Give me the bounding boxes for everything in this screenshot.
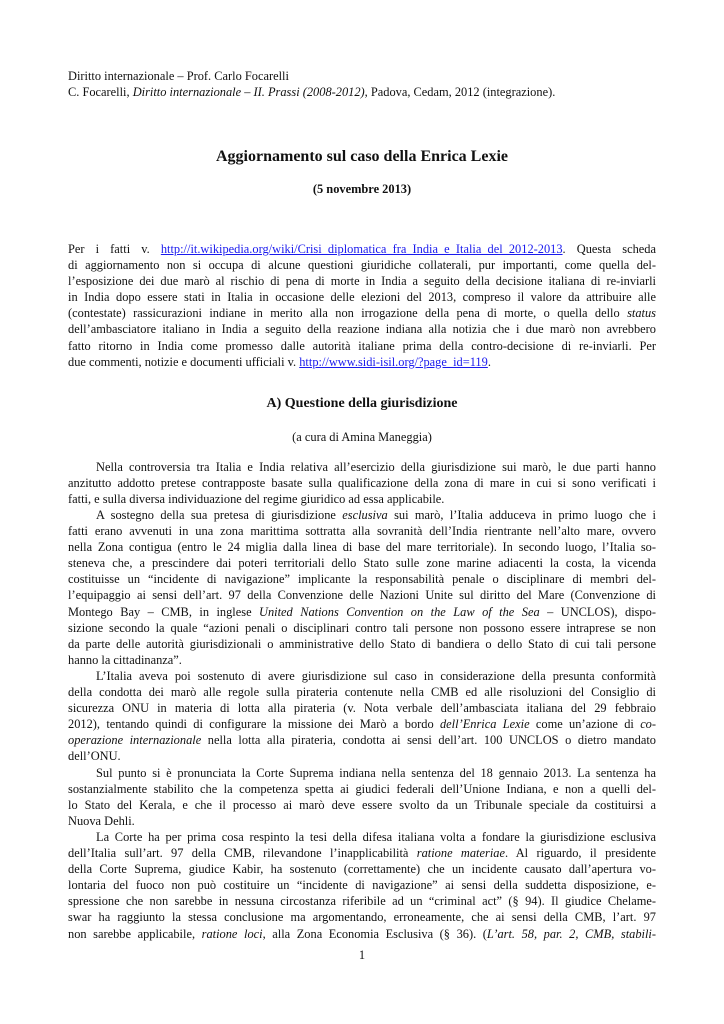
intro-paragraph <box>68 241 656 370</box>
text-line: due commenti, notizie e documenti ufficiali v. http://www.sidi-isil.org/?page_id=119. <box>68 354 491 369</box>
paragraph-2 <box>68 507 656 668</box>
text-line: dell’Italia sull’art. 97 della CMB, rilevandone l’inapplicabilità ratione materiae. Al riguardo, il presidente <box>68 846 656 861</box>
text-line: nella Zona contigua (entro le 24 miglia dalla linea di base del mare territoriale). In secondo luogo, l’Italia so- <box>68 540 656 555</box>
wikipedia-link[interactable]: http://it.wikipedia.org/wiki/Crisi_diplomatica_fra_India_e_Italia_del_2012-2013 <box>160 242 563 256</box>
reference-line <box>68 84 555 100</box>
text-line: lo Stato del Kerala, e che il processo ai marò deve essere svolto da un Tribunale speciale da costituirsi a <box>68 798 656 813</box>
section-title: A) Questione della giurisdizione <box>266 396 458 411</box>
ref-book-title: Diritto internazionale – II. Prassi (2008-2012) <box>132 85 365 99</box>
course-header <box>68 68 555 100</box>
text-line: Montego Bay – CMB, in inglese United Nations Convention on the Law of the Sea – UNCLOS), dispo- <box>68 604 656 619</box>
text-line: Nella controversia tra Italia e India relativa all’esercizio della giurisdizione sui marò, le due parti hanno <box>96 460 656 474</box>
sidi-link[interactable]: http://www.sidi-isil.org/?page_id=119 <box>299 354 488 369</box>
paragraph-1 <box>68 459 656 507</box>
paragraph-4 <box>68 765 656 829</box>
document-date: (5 novembre 2013) <box>312 182 412 196</box>
text-line: sizione secondo la quale “azioni penali o disciplinari contro tali persone non possono essere intraprese se non <box>68 620 656 635</box>
text-line: fatto ritorno in India come promesso dalle autorità italiane prima della contro-decisione di re-inviarli. Per <box>68 338 656 353</box>
ref-publisher: , Padova, Cedam, 2012 (integrazione). <box>364 85 556 99</box>
section-author: (a cura di Amina Maneggia) <box>292 430 432 444</box>
text-line: Per i fatti v. http://it.wikipedia.org/wiki/Crisi_diplomatica_fra_India_e_Italia_del_2012-2013. Questa scheda <box>68 242 656 256</box>
text-line: costituisse un “incidente di navigazione” implicante la responsabilità penale o disciplinare di membri del- <box>68 572 656 587</box>
text-line: non sarebbe applicabile, ratione loci, alla Zona Economia Esclusiva (§ 36). (L’art. 58, par. 2, CMB, stabili- <box>68 926 656 941</box>
text-line: A sostegno della sua pretesa di giurisdizione esclusiva sui marò, l’Italia adduceva in primo luogo che i <box>96 508 656 522</box>
text-line: steneva che, a prescindere dai poteri territoriali dello Stato sulle zone marine adiacenti la costa, la vicenda <box>68 556 656 571</box>
text-line: lontaria del fuoco non può costituire un “incidente di navigazione” ai sensi della suddetta disposizione, e- <box>68 878 656 893</box>
text-line: sostanzialmente stabilito che la competenza spetta ai giudici federali dell’Unione Indiana, e non a quelli del- <box>68 782 656 797</box>
text-line: La Corte ha per prima cosa respinto la tesi della difesa italiana volta a fondare la giurisdizione esclusiva <box>96 830 656 844</box>
text-line: (contestate) rassicurazioni indiane in merito alla non irrogazione della pena di morte, o quella dello status <box>68 306 656 321</box>
text-line: anzitutto addotto pretese contrapposte basate sulla qualificazione della zona di mare in cui si sono verificati i <box>68 476 656 491</box>
text-line: hanno la cittadinanza”. <box>68 652 182 667</box>
text-line: l’equipaggio ai sensi dell’art. 97 della Convenzione delle Nazioni Unite sul diritto del Mare (Convenzione di <box>68 588 656 603</box>
text-line: l’esposizione dei due marò al rischio di pena di morte in India a seguito della decisione italiana di re-inviarli <box>68 274 656 289</box>
text-line: di aggiornamento non si occupa di alcune questioni giuridiche collaterali, pur importanti, come quella del- <box>68 258 656 273</box>
text-line: fatti erano avvenuti in una zona marittima sottratta alla sovranità dell’India rientrante nell’alto mare, ovvero <box>68 524 656 539</box>
text-line: della condotta dei marò alle regole sulla pirateria contenute nella CMB ed alle risoluzioni del Consiglio di <box>68 685 656 700</box>
text-line: spressione che non sarebbe in nessuna circostanza riferibile ad un “criminal act” (§ 94). Il giudice Chelame- <box>68 894 656 909</box>
text-line: operazione internazionale nella lotta alla pirateria, condotta ai sensi dell’art. 100 UNCLOS o dietro mandato <box>68 733 656 748</box>
text-line: da parte delle autorità giurisdizionali o amministrative dello Stato di bandiera o dello Stato di cui tali persone <box>68 636 656 651</box>
text-line: sicurezza ONU in materia di lotta alla pirateria (v. Nota verbale dell’ambasciata italiana del 29 febbraio <box>68 701 656 716</box>
text-line: swar ha raggiunto la stessa conclusione ma argomentando, erroneamente, che ai sensi della CMB, l’art. 97 <box>68 910 656 925</box>
text-line: L’Italia aveva poi sostenuto di avere giurisdizione sul caso in considerazione della presunta conformità <box>96 669 656 683</box>
paragraph-3 <box>68 668 656 765</box>
text-line: Nuova Dehli. <box>68 814 135 829</box>
paragraph-5 <box>68 829 656 942</box>
ref-author: C. Focarelli, <box>68 85 133 99</box>
text-line: fatti, e sulla diversa individuazione del regime giuridico ad essa applicabile. <box>68 492 445 507</box>
text-line: Sul punto si è pronunciata la Corte Suprema indiana nella sentenza del 18 gennaio 2013. La sentenza ha <box>96 766 656 780</box>
text-line: dell’ONU. <box>68 749 121 764</box>
text-line: 2012), tentando quindi di configurare la missione dei Marò a bordo dell’Enrica Lexie come un’azione di co- <box>68 717 656 732</box>
text-line: dell’ambasciatore italiano in India a seguito della reazione indiana alla notizia che i due marò non avrebbero <box>68 322 656 337</box>
page-number: 1 <box>358 948 366 962</box>
document-title: Aggiornamento sul caso della Enrica Lexie <box>216 148 508 165</box>
text-line: in India dopo essere stati in Italia in occasione delle elezioni del 2013, compreso il valore da attribuire alle <box>68 290 656 305</box>
text-line: della Corte Suprema, giudice Kabir, ha sostenuto (correttamente) che un incidente causato dall’apertura vo- <box>68 862 656 877</box>
course-line: Diritto internazionale – Prof. Carlo Focarelli <box>68 69 289 83</box>
